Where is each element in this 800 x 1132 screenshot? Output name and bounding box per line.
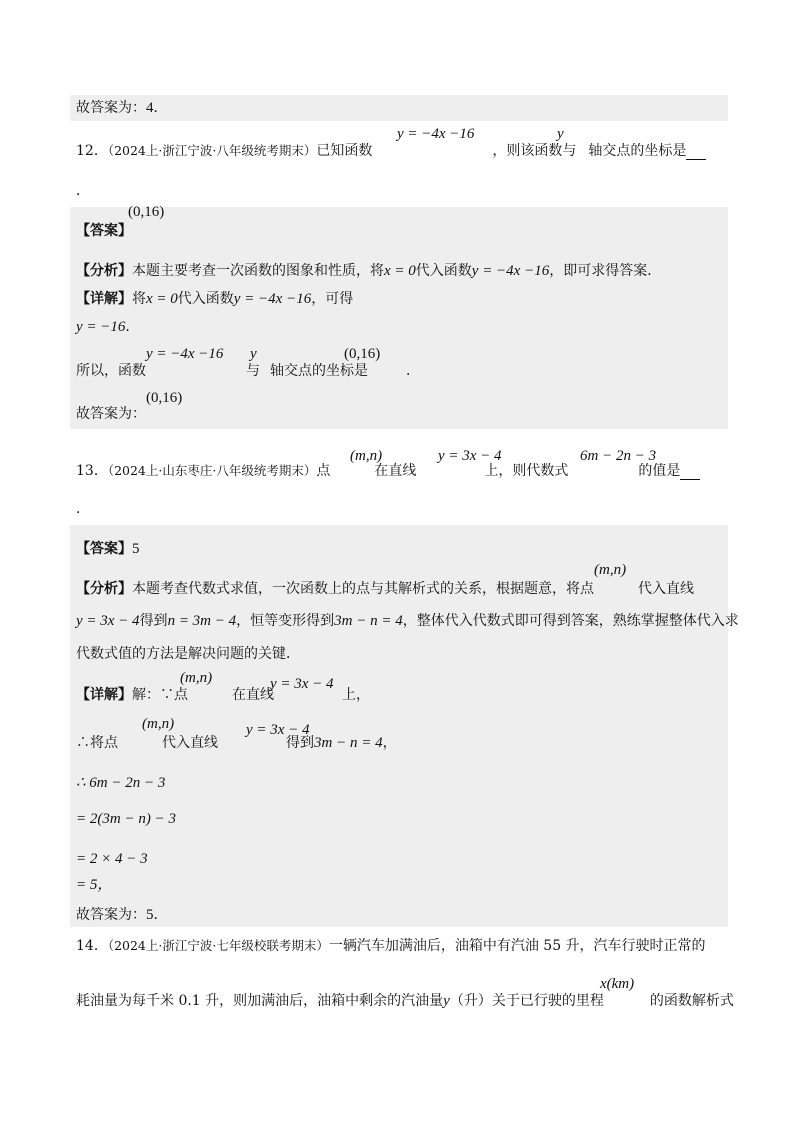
q13-analysis-point: (m,n) — [594, 562, 627, 578]
q13-step2: = 2(3m − n) − 3 — [76, 811, 176, 827]
math: y — [443, 993, 450, 1009]
math: 3m − n = 4 — [334, 613, 403, 629]
analysis-text: 本题主要考查一次函数的图象和性质，将 — [132, 263, 384, 279]
answer-tag: 【答案】 — [76, 541, 132, 557]
question-text: 已知函数 — [316, 143, 373, 159]
answer-tag: 【答案】 — [76, 223, 132, 239]
q13-detail2-line: y = 3x − 4 — [246, 722, 310, 738]
q14-question-line1 — [76, 937, 706, 955]
final-label: 故答案为： — [76, 406, 146, 422]
detail-text: 将 — [132, 291, 146, 307]
q12-dot: ． — [76, 183, 90, 199]
analysis-text: ，恒等变形得到 — [236, 613, 335, 629]
question-text: 一辆汽车加满油后，油箱中有汽油 55 升，汽车行驶时正常的 — [328, 938, 706, 954]
detail-text: ． — [406, 363, 420, 379]
detail-text: ，可得 — [311, 291, 354, 307]
question-text: 在直线 — [374, 463, 417, 479]
q13-detail-line2 — [76, 734, 397, 752]
math: y = −16 — [76, 319, 126, 335]
detail-text: ． — [125, 319, 140, 335]
q12-question — [76, 142, 706, 160]
q13-analysis-line1 — [76, 580, 694, 598]
q14-x-var: x(km) — [600, 976, 635, 992]
final-value: 5 — [146, 907, 154, 923]
q12-answer — [76, 222, 132, 240]
question-number: 13． — [76, 463, 108, 479]
question-text: 轴交点的坐标是 — [588, 143, 687, 159]
final-label: 故答案为： — [76, 907, 146, 923]
q13-final — [76, 906, 168, 924]
final-end: ． — [153, 907, 168, 923]
q12-detail — [76, 290, 353, 308]
q12-answer-value: (0,16) — [128, 204, 165, 220]
analysis-tag: 【分析】 — [76, 581, 132, 597]
detail-text: 所以，函数 — [76, 363, 146, 379]
detail-text: ， — [382, 735, 397, 751]
detail-text: 得到 — [286, 735, 314, 751]
question-text: 耗油量为每千米 0.1 升，则加满油后，油箱中剩余的汽油量 — [76, 993, 444, 1009]
q12-so-function: y = −4x −16 — [146, 346, 224, 362]
question-text: 上，则代数式 — [484, 463, 569, 479]
q13-analysis-line3: 代数式值的方法是解决问题的关键． — [76, 646, 300, 662]
q12-final-value: (0,16) — [146, 390, 183, 406]
question-text: ，则该函数与 — [492, 143, 577, 159]
question-text: 点 — [316, 463, 331, 479]
answer-value: 5 — [132, 541, 140, 557]
analysis-text: 得到 — [139, 613, 168, 629]
detail-tag: 【详解】 — [76, 687, 132, 703]
detail-text: 代入直线 — [162, 735, 218, 751]
final-value: 4 — [146, 100, 154, 116]
detail-tag: 【详解】 — [76, 291, 132, 307]
q13-question — [76, 462, 700, 480]
math: y = −4x −16 — [471, 263, 550, 279]
answer-blank — [686, 145, 706, 160]
analysis-text: 代入函数 — [415, 263, 472, 279]
detail-text: 与 — [246, 363, 260, 379]
q13-step1: ∴ 6m − 2n − 3 — [76, 775, 166, 791]
q13-point: (m,n) — [350, 448, 383, 464]
q13-detail-line: y = 3x − 4 — [270, 676, 334, 692]
q12-so-y: y — [250, 346, 257, 362]
analysis-tag: 【分析】 — [76, 263, 132, 279]
question-source: （2024上·浙江宁波·八年级统考期末） — [107, 143, 317, 158]
q11-final-answer — [76, 99, 168, 117]
math: y = 3x − 4 — [76, 613, 140, 629]
q11-answer-block — [70, 95, 728, 121]
question-text: 的函数解析式 — [649, 993, 734, 1009]
q13-detail2-point: (m,n) — [142, 716, 175, 732]
question-source: （2024上·浙江宁波·七年级校联考期末） — [107, 938, 329, 953]
analysis-text: ，即可求得答案． — [549, 263, 662, 279]
detail-text: 在直线 — [232, 687, 274, 703]
q13-answer — [76, 540, 140, 558]
math: 3m − n = 4 — [314, 735, 383, 751]
answer-blank — [680, 465, 700, 480]
analysis-text: 本题考查代数式求值，一次函数上的点与其解析式的关系，根据题意，将点 — [132, 581, 594, 597]
math: x = 0 — [384, 263, 416, 279]
q13-step3: = 2 × 4 − 3 — [76, 851, 148, 867]
q13-line: y = 3x − 4 — [438, 448, 502, 464]
question-number: 12． — [76, 143, 108, 159]
question-text: （升）关于已行驶的里程 — [449, 993, 604, 1009]
detail-text: 轴交点的坐标是 — [270, 363, 368, 379]
q12-function: y = −4x −16 — [397, 126, 475, 142]
question-source: （2024上·山东枣庄·八年级统考期末） — [107, 463, 317, 478]
q13-dot: ． — [76, 501, 90, 517]
q12-final — [76, 405, 146, 423]
final-end: ． — [153, 100, 168, 116]
math: y = −4x −16 — [233, 291, 312, 307]
q12-detail-line2 — [76, 318, 139, 336]
q12-y-var: y — [557, 126, 564, 142]
question-text: 的值是 — [638, 463, 681, 479]
final-label: 故答案为： — [76, 100, 146, 116]
detail-text: 上， — [342, 687, 370, 703]
q14-question-line2 — [76, 992, 734, 1010]
detail-text: ∴将点 — [76, 735, 118, 751]
detail-text: 代入函数 — [177, 291, 234, 307]
q13-expression: 6m − 2n − 3 — [580, 448, 657, 464]
q12-so-point: (0,16) — [344, 346, 381, 362]
question-number: 14． — [76, 938, 108, 954]
math: n = 3m − 4 — [167, 613, 237, 629]
q13-step4: = 5， — [76, 877, 113, 893]
q13-detail-point: (m,n) — [180, 670, 213, 686]
analysis-text: 代入直线 — [638, 581, 694, 597]
analysis-text: ，整体代入代数式即可得到答案，熟练掌握整体代入求 — [402, 613, 739, 629]
math: x = 0 — [146, 291, 178, 307]
q12-so-line — [76, 362, 420, 380]
detail-text: 解：∵点 — [132, 687, 188, 703]
q12-analysis — [76, 262, 661, 280]
q13-analysis-line2 — [76, 612, 739, 630]
